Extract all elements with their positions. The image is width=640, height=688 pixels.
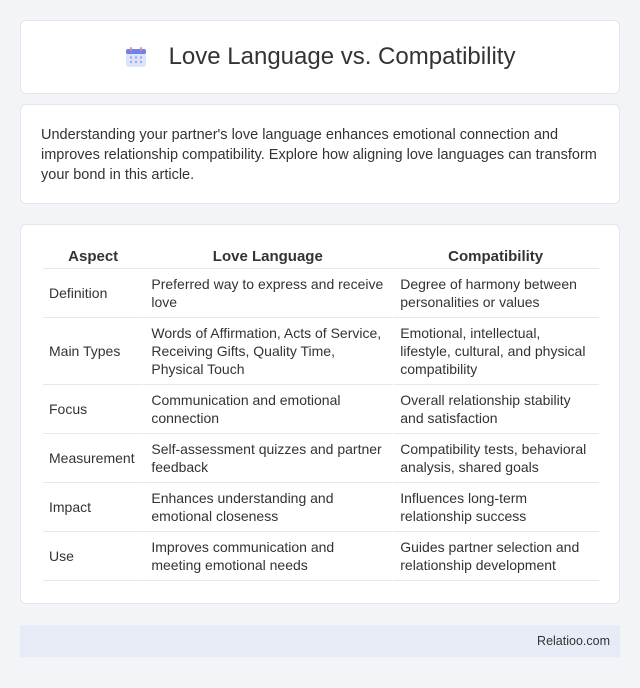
cell-compatibility: Emotional, intellectual, lifestyle, cultural, and physical compatibility — [392, 318, 599, 385]
header-compatibility: Compatibility — [392, 245, 599, 269]
cell-compatibility: Influences long-term relationship success — [392, 483, 599, 532]
table-row — [43, 532, 599, 581]
cell-compatibility: Guides partner selection and relationship development — [392, 532, 599, 581]
table-header-row — [43, 245, 599, 269]
intro-text: Understanding your partner's love language enhances emotional connection and improves relationship compatibility. Explore how aligning love languages can transform your bond in this article. — [41, 127, 597, 183]
intro-card — [20, 104, 620, 204]
table-row — [43, 434, 599, 483]
cell-aspect: Focus — [43, 385, 143, 434]
page-title-text: Love Language vs. Compatibility — [168, 43, 516, 70]
cell-love-language: Preferred way to express and receive love — [143, 269, 392, 318]
header-aspect: Aspect — [43, 245, 143, 269]
calendar-icon — [125, 46, 147, 68]
footer-brand[interactable]: Relatioo.com — [537, 634, 610, 648]
cell-aspect: Definition — [43, 269, 143, 318]
title-card — [20, 20, 620, 94]
cell-love-language: Communication and emotional connection — [143, 385, 392, 434]
cell-love-language: Self-assessment quizzes and partner feedback — [143, 434, 392, 483]
cell-compatibility: Degree of harmony between personalities or values — [392, 269, 599, 318]
cell-compatibility: Compatibility tests, behavioral analysis, shared goals — [392, 434, 599, 483]
table-row — [43, 269, 599, 318]
cell-aspect: Impact — [43, 483, 143, 532]
header-love-language: Love Language — [143, 245, 392, 269]
page-title — [125, 43, 516, 71]
cell-aspect: Measurement — [43, 434, 143, 483]
cell-love-language: Words of Affirmation, Acts of Service, Receiving Gifts, Quality Time, Physical Touch — [143, 318, 392, 385]
table-card — [20, 224, 620, 604]
cell-aspect: Use — [43, 532, 143, 581]
table-row — [43, 483, 599, 532]
cell-compatibility: Overall relationship stability and satisfaction — [392, 385, 599, 434]
cell-love-language: Enhances understanding and emotional closeness — [143, 483, 392, 532]
cell-love-language: Improves communication and meeting emotional needs — [143, 532, 392, 581]
comparison-table — [43, 245, 599, 581]
cell-aspect: Main Types — [43, 318, 143, 385]
footer — [20, 625, 620, 657]
table-row — [43, 385, 599, 434]
table-row — [43, 318, 599, 385]
